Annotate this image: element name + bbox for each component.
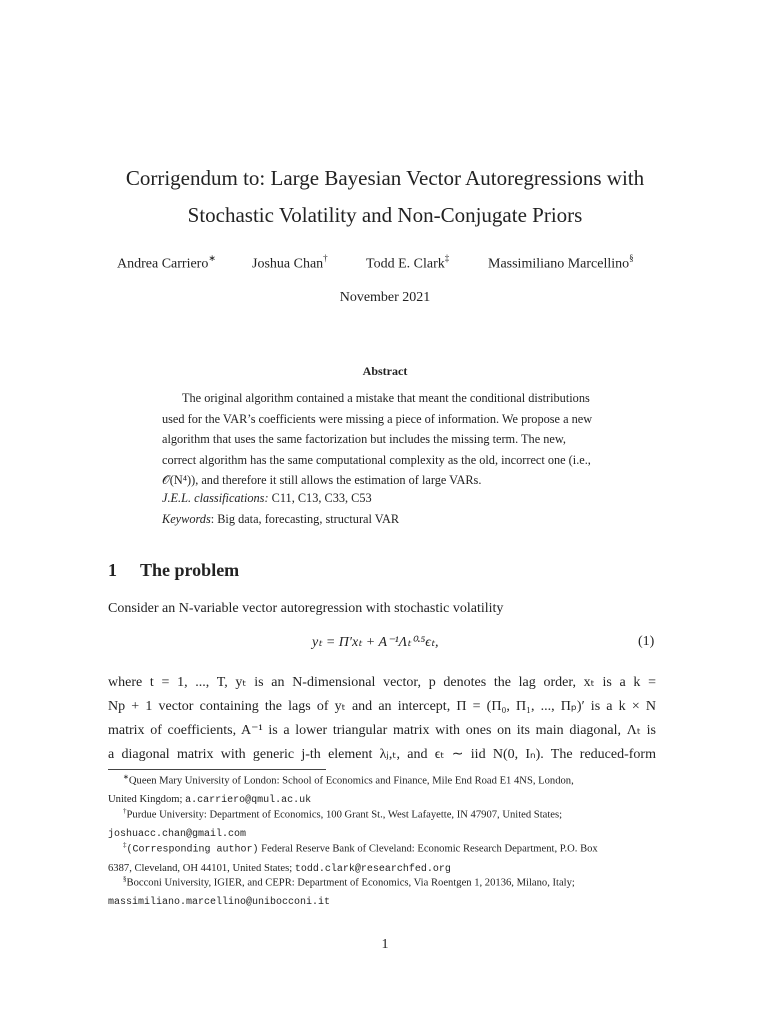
- abstract-line: 𝒪(N⁴)), and therefore it still allows the estimation of large VARs.: [162, 473, 482, 487]
- abstract-line: correct algorithm has the same computational complexity as the old, incorrect one (i.e.,: [162, 452, 591, 467]
- author-name: Massimiliano Marcellino: [488, 256, 630, 272]
- author: [252, 254, 328, 273]
- page-number: 1: [381, 937, 389, 952]
- paragraph-line: matrix of coefficients, A⁻¹ is a lower triangular matrix with ones on its main diagonal, Λₜ is: [108, 723, 656, 738]
- footnote-email-link[interactable]: joshuacc.chan@gmail.com: [108, 828, 247, 840]
- author-name: Todd E. Clark: [366, 256, 445, 272]
- footnote-text: Bocconi University, IGIER, and CEPR: Department of Economics, Via Roentgen 1, 20136, Milano, Italy;: [126, 877, 575, 889]
- section-number: 1: [108, 560, 117, 580]
- footnote-line: [108, 893, 656, 912]
- keywords-value: : Big data, forecasting, structural VAR: [210, 512, 400, 526]
- footnote-text: United Kingdom;: [108, 793, 186, 805]
- author: [117, 254, 216, 273]
- keywords: [162, 512, 399, 527]
- jel-classifications: [162, 491, 372, 506]
- footnote-email-link[interactable]: a.carriero@qmul.ac.uk: [185, 794, 312, 806]
- section-title: The problem: [140, 560, 240, 580]
- body-paragraph-2: [108, 671, 656, 767]
- equation-formula: yₜ = Π′xₜ + A⁻¹Λₜ⁰·⁵ϵₜ,: [312, 635, 439, 650]
- footnote-text: Federal Reserve Bank of Cleveland: Economic Research Department, P.O. Box: [258, 843, 598, 855]
- footnote-mark: †: [123, 807, 127, 815]
- footnote-mark: §: [123, 875, 127, 883]
- footnote-mark: ∗: [123, 773, 129, 781]
- footnote-email-link[interactable]: massimiliano.marcellino@unibocconi.it: [108, 896, 331, 908]
- author-footnote-mark: ‡: [444, 253, 450, 263]
- footnote-line: [108, 870, 656, 893]
- equation-number: (1): [638, 634, 655, 649]
- footnote-email-link[interactable]: todd.clark@researchfed.org: [294, 863, 451, 875]
- abstract-body: [142, 388, 622, 491]
- footnote: [108, 870, 656, 912]
- abstract-line: used for the VAR’s coefficients were missing a piece of information. We propose a new: [162, 411, 593, 426]
- author-footnote-mark: §: [629, 253, 634, 263]
- footnote-line: [108, 836, 656, 860]
- publication-date: November 2021: [339, 290, 431, 305]
- paragraph-line: where t = 1, ..., T, yₜ is an N-dimensional vector, p denotes the lag order, xₜ is a k =: [108, 675, 656, 690]
- paragraph-line: Np + 1 vector containing the lags of yₜ and an intercept, Π = (Π₀, Π₁, ..., Πₚ)′ is a k × N: [108, 699, 656, 714]
- footnote-corresponding-tag: (Corresponding author): [126, 844, 259, 856]
- author: [366, 254, 449, 273]
- footnote-text: Purdue University: Department of Economics, 100 Grant St., West Lafayette, IN 47907, United States;: [126, 809, 563, 821]
- section-heading: [108, 560, 239, 581]
- author: [488, 254, 634, 273]
- author-name: Andrea Carriero: [117, 256, 209, 272]
- author-footnote-mark: †: [323, 253, 328, 263]
- footnote-text: 6387, Cleveland, OH 44101, United States;: [108, 862, 295, 874]
- abstract-heading: Abstract: [362, 364, 408, 378]
- paper-title-line-1: Corrigendum to: Large Bayesian Vector Autoregressions with: [125, 166, 645, 190]
- abstract-line: The original algorithm contained a mistake that meant the conditional distributions: [182, 391, 590, 405]
- keywords-label: Keywords: [162, 512, 211, 526]
- abstract-line: algorithm that uses the same factorization but includes the missing term. The new,: [162, 432, 566, 446]
- footnote-mark: ‡: [123, 841, 127, 849]
- footnote-line: [108, 802, 656, 825]
- paper-title-line-2: Stochastic Volatility and Non-Conjugate Priors: [187, 203, 583, 227]
- paragraph-line: a diagonal matrix with generic j-th element λⱼ,ₜ, and ϵₜ ∼ iid N(0, Iₙ). The reduced-form: [108, 747, 656, 762]
- jel-value: C11, C13, C33, C53: [268, 491, 372, 505]
- author-name: Joshua Chan: [252, 256, 324, 272]
- jel-label: J.E.L. classifications:: [162, 491, 269, 505]
- author-footnote-mark: ∗: [208, 253, 216, 263]
- footnote-line: [108, 768, 656, 791]
- footnote-text: Queen Mary University of London: School of Economics and Finance, Mile End Road E1 4NS, London,: [128, 775, 574, 787]
- body-paragraph-1: Consider an N-variable vector autoregression with stochastic volatility: [108, 601, 504, 616]
